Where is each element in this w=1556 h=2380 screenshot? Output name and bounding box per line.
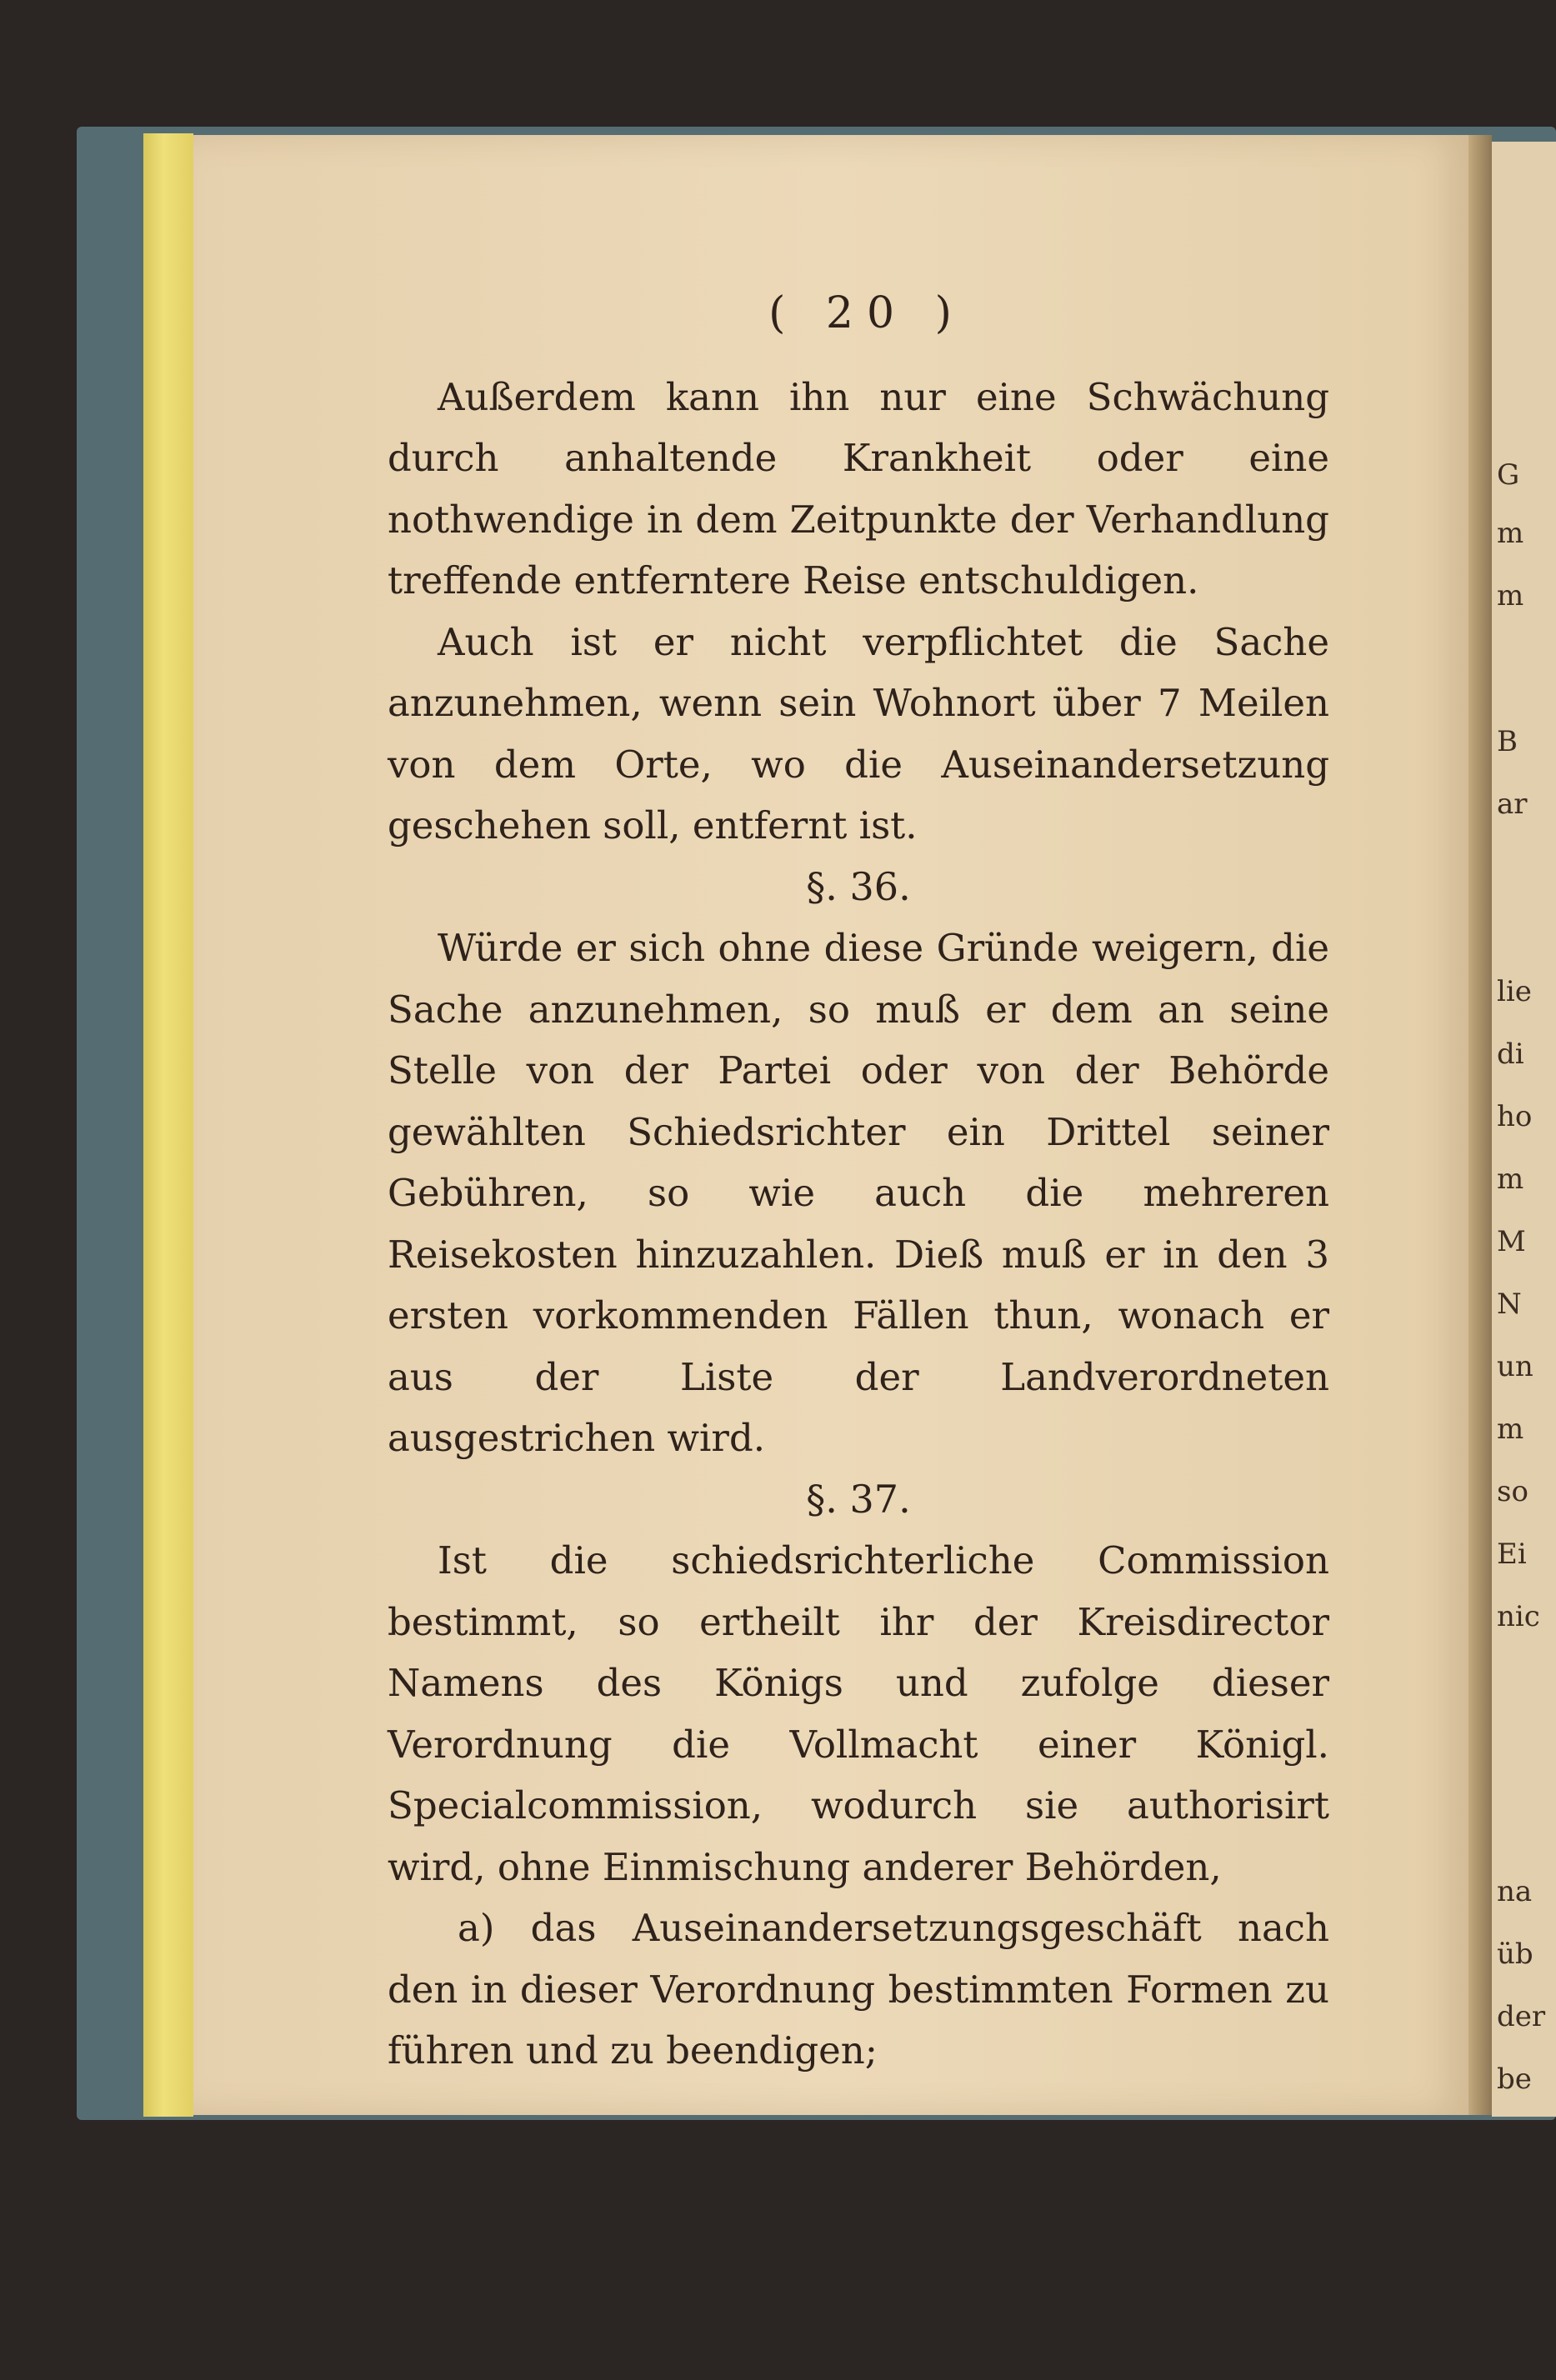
paragraph: Würde er sich ohne diese Gründe weigern, die Sache anzunehmen, so muß er dem an seine Stelle von der Partei oder von der Behörde gewählten Schiedsrichter ein Drittel seiner Gebühren, so wie auch die mehreren Reisekosten hinzuzahlen. Dieß muß er in den 3 ersten vorkommenden Fällen thun, wonach er aus der Liste der Landverordneten ausgestrichen wird. (388, 926, 1329, 1460)
next-page-partial (1492, 142, 1556, 2117)
next-page-fragment: m (1497, 1162, 1524, 1196)
next-page-fragment: der (1497, 2000, 1546, 2033)
next-page-fragment: m (1497, 579, 1524, 612)
next-page-fragment: un (1497, 1350, 1533, 1383)
next-page-fragment: na (1497, 1875, 1533, 1908)
paragraph: Auch ist er nicht verpflichtet die Sache anzunehmen, wenn sein Wohnort über 7 Meilen von dem Orte, wo die Auseinandersetzung geschehen soll, entfernt ist. (388, 619, 1329, 848)
next-page-fragment: so (1497, 1475, 1528, 1508)
page-text (388, 283, 1329, 2082)
paragraph: Außerdem kann ihn nur eine Schwächung durch anhaltende Krankheit oder eine nothwendige in dem Zeitpunkte der Verhandlung treffende entferntere Reise entschuldigen. (388, 374, 1329, 602)
next-page-fragment: ar (1497, 788, 1528, 821)
next-page-fragment: m (1497, 1412, 1524, 1446)
next-page-fragment: nic (1497, 1600, 1540, 1633)
page-number: ( 20 ) (768, 288, 965, 338)
section-heading: §. 37. (806, 1476, 911, 1522)
next-page-fragment: be (1497, 2062, 1532, 2096)
next-page-fragment: üb (1497, 1938, 1533, 1971)
next-page-fragment: G (1497, 458, 1520, 492)
next-page-fragment: B (1497, 725, 1518, 758)
section-heading: §. 36. (806, 863, 911, 909)
next-page-fragment: Ei (1497, 1538, 1527, 1571)
next-page-fragment: m (1497, 517, 1524, 550)
list-item: a) das Auseinandersetzungsgeschäft nach den in dieser Verordnung bestimmten Formen zu führen und zu beendigen; (388, 1906, 1329, 2072)
book-gutter (1468, 135, 1492, 2115)
next-page-fragment: lie (1497, 975, 1532, 1008)
paragraph: Ist die schiedsrichterliche Commission bestimmt, so ertheilt ihr der Kreisdirector Namens des Königs und zufolge dieser Verordnung die Vollmacht einer Königl. Specialcommission, wodurch sie authorisirt wird, ohne Einmischung anderer Behörden, (388, 1538, 1329, 1889)
next-page-fragment: N (1497, 1288, 1522, 1321)
next-page-fragment: ho (1497, 1100, 1533, 1133)
next-page-fragment: di (1497, 1038, 1524, 1071)
page-edge (143, 133, 193, 2117)
next-page-fragment: M (1497, 1225, 1526, 1258)
